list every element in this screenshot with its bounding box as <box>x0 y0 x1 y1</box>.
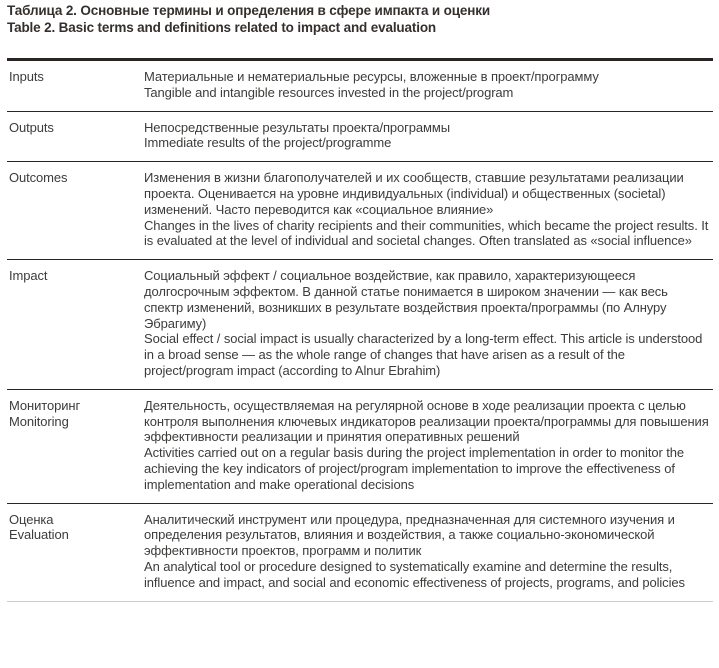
table-caption <box>7 3 713 36</box>
term-line: Monitoring <box>9 413 69 429</box>
term-line: Outcomes <box>9 170 68 186</box>
term-cell <box>7 120 144 136</box>
term-line: Evaluation <box>9 527 69 543</box>
definition-ru: Изменения в жизни благополучателей и их сообществ, ставшие результатами реализации проекта. Оценивается на уровне индивидуальных (individual) и общественных (societal) изменений. Часто переводится как «социальное влияние» <box>144 170 684 217</box>
definition-ru: Аналитический инструмент или процедура, предназначенная для системного изучения и определения результатов, влияния и воздействия, а также социально-экономической эффективности проектов, программ и политик <box>144 511 675 559</box>
definition-cell <box>144 170 709 249</box>
term-line: Outputs <box>9 119 54 135</box>
table-caption-ru: Таблица 2. Основные термины и определения в сфере импакта и оценки <box>7 3 491 18</box>
definition-cell <box>144 512 709 591</box>
definition-cell <box>144 398 709 493</box>
definition-cell <box>144 69 709 101</box>
term-line: Мониторинг <box>9 397 81 413</box>
definition-ru: Деятельность, осуществляемая на регулярной основе в ходе реализации проекта с целью контроля выполнения ключевых индикаторов реализации проекта/программы для повышения эффективности реализации и принятия оперативных решений <box>144 397 709 445</box>
term-cell <box>7 512 144 544</box>
term-line: Inputs <box>9 69 44 84</box>
terms-table <box>7 58 713 602</box>
table-row-impact <box>7 260 713 390</box>
definition-en: Social effect / social impact is usually characterized by a long-term effect. This article is understood in a broad sense — as the whole range of changes that have arisen as a result of the project/program impact (according to Alnur Ebrahim) <box>144 331 703 378</box>
definition-cell <box>144 120 709 152</box>
term-line: Impact <box>9 268 48 284</box>
definition-ru: Материальные и нематериальные ресурсы, вложенные в проект/программу <box>144 69 599 84</box>
definition-ru: Социальный эффект / социальное воздействие, как правило, характеризующееся долгосрочным эффектом. В данной статье понимается в широком значении — как весь спектр изменений, возникших в результате воздействия проекта/программы (по Алнуру Эбрагиму) <box>144 268 668 331</box>
definition-cell <box>144 268 709 379</box>
term-cell <box>7 69 144 85</box>
term-cell <box>7 268 144 284</box>
definition-ru: Непосредственные результаты проекта/программы <box>144 119 450 135</box>
term-cell <box>7 170 144 186</box>
definition-en: Activities carried out on a regular basis during the project implementation in order to monitor the achieving the key indicators of project/program implementation to improve the effectiveness of implementation and make operational decisions <box>144 445 684 492</box>
definition-en: Changes in the lives of charity recipients and their communities, which became the project results. It is evaluated at the level of individual and societal changes. Often translated as «social influence» <box>144 217 709 249</box>
term-cell <box>7 398 144 430</box>
definition-en: Immediate results of the project/programme <box>144 135 392 151</box>
table-row-evaluation <box>7 504 713 602</box>
table-row-outcomes <box>7 162 713 260</box>
table-row-monitoring <box>7 390 713 504</box>
definition-en: Tangible and intangible resources invested in the project/program <box>144 84 514 100</box>
definition-en: An analytical tool or procedure designed to systematically examine and determine the results, influence and impact, and social and economic effectiveness of projects, programs, and policies <box>144 558 685 590</box>
table-caption-en: Table 2. Basic terms and definitions related to impact and evaluation <box>7 19 437 35</box>
table-row-inputs <box>7 61 713 112</box>
table-row-outputs <box>7 112 713 163</box>
term-line: Оценка <box>9 511 54 527</box>
